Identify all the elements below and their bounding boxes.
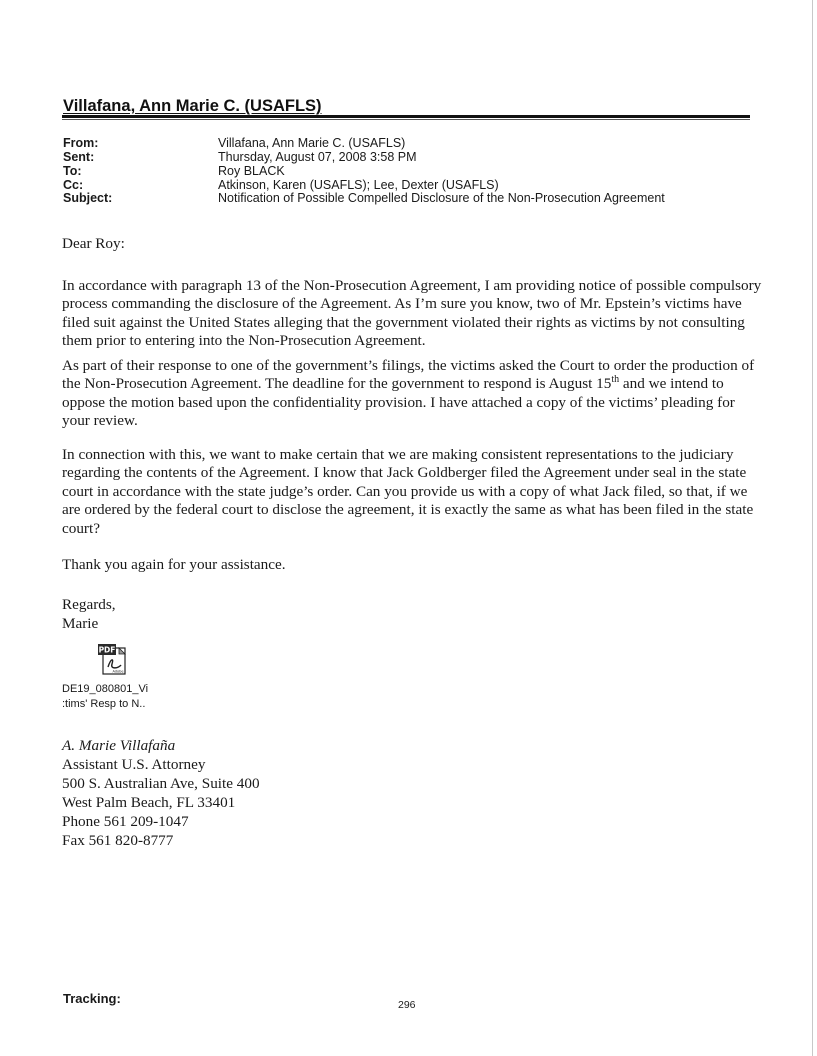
signature-fax: Fax 561 820-8777 bbox=[62, 832, 174, 849]
header-rule-thick bbox=[62, 115, 750, 118]
signature-address-line-1: 500 S. Australian Ave, Suite 400 bbox=[62, 775, 260, 792]
header-cc-label: Cc: bbox=[63, 178, 84, 192]
attachment-filename-line-2: :tims' Resp to N.. bbox=[62, 697, 146, 710]
salutation: Dear Roy: bbox=[62, 235, 125, 252]
header-from-value: Villafana, Ann Marie C. (USAFLS) bbox=[218, 136, 406, 150]
closing-name: Marie bbox=[62, 615, 99, 632]
body-paragraph-2-part-2: and we intend to oppose the motion based upon the confidentiality provision. I have attached a copy of the victims’ pleading for your review. bbox=[62, 375, 735, 430]
sender-title: Villafana, Ann Marie C. (USAFLS) bbox=[63, 97, 322, 115]
closing: Regards, bbox=[62, 596, 116, 613]
body-paragraph-2-part-1: As part of their response to one of the government’s filings, the victims asked the Court to order the production of the Non-Prosecution Agreement. The deadline for the government to respond is August 15 bbox=[62, 357, 755, 393]
signature-address-line-2: West Palm Beach, FL 33401 bbox=[62, 794, 236, 811]
pdf-icon-subtext: Adobe bbox=[112, 669, 124, 674]
header-subject-label: Subject: bbox=[63, 191, 113, 205]
body-paragraph-3: In connection with this, we want to make certain that we are making consistent representations to the judiciary regarding the contents of the Agreement. I know that Jack Goldberger filed the Agreement under seal in the state court in accordance with the state judge’s order. Can you provide us with a copy of what Jack filed, so that, if we are ordered by the federal court to disclose the agreement, it is exactly the same as what has been filed in the state court? bbox=[62, 446, 754, 537]
ordinal-suffix: th bbox=[611, 374, 620, 386]
header-rule-thin bbox=[62, 119, 750, 120]
header-subject-value: Notification of Possible Compelled Disclosure of the Non-Prosecution Agreement bbox=[218, 191, 665, 205]
attachment-filename[interactable] bbox=[62, 682, 148, 711]
header-to-label: To: bbox=[63, 164, 82, 178]
pdf-icon-text: PDF bbox=[98, 645, 116, 655]
header-sent-value: Thursday, August 07, 2008 3:58 PM bbox=[218, 150, 417, 164]
page-number: 296 bbox=[398, 999, 416, 1011]
attachment-filename-line-1: DE19_080801_Vi bbox=[62, 683, 149, 695]
body-paragraph-2 bbox=[62, 357, 762, 431]
tracking-label: Tracking: bbox=[63, 991, 121, 1006]
pdf-attachment-icon[interactable] bbox=[97, 643, 127, 675]
header-cc-value: Atkinson, Karen (USAFLS); Lee, Dexter (USAFLS) bbox=[218, 178, 499, 192]
body-paragraph-4: Thank you again for your assistance. bbox=[62, 556, 286, 573]
signature-phone: Phone 561 209-1047 bbox=[62, 813, 189, 830]
signature-title: Assistant U.S. Attorney bbox=[62, 756, 206, 773]
body-paragraph-1: In accordance with paragraph 13 of the Non-Prosecution Agreement, I am providing notice of possible compulsory process commanding the disclosure of the Agreement. As I’m sure you know, two of Mr. Epstein’s victims have filed suit against the United States alleging that the government violated their rights as victims by not consulting them prior to entering into the Non-Prosecution Agreement. bbox=[62, 277, 762, 350]
signature-name: A. Marie Villafaña bbox=[62, 737, 176, 754]
header-from-label: From: bbox=[63, 136, 99, 150]
scan-edge-line bbox=[812, 0, 813, 1056]
header-sent-label: Sent: bbox=[63, 150, 95, 164]
header-to-value: Roy BLACK bbox=[218, 164, 285, 178]
